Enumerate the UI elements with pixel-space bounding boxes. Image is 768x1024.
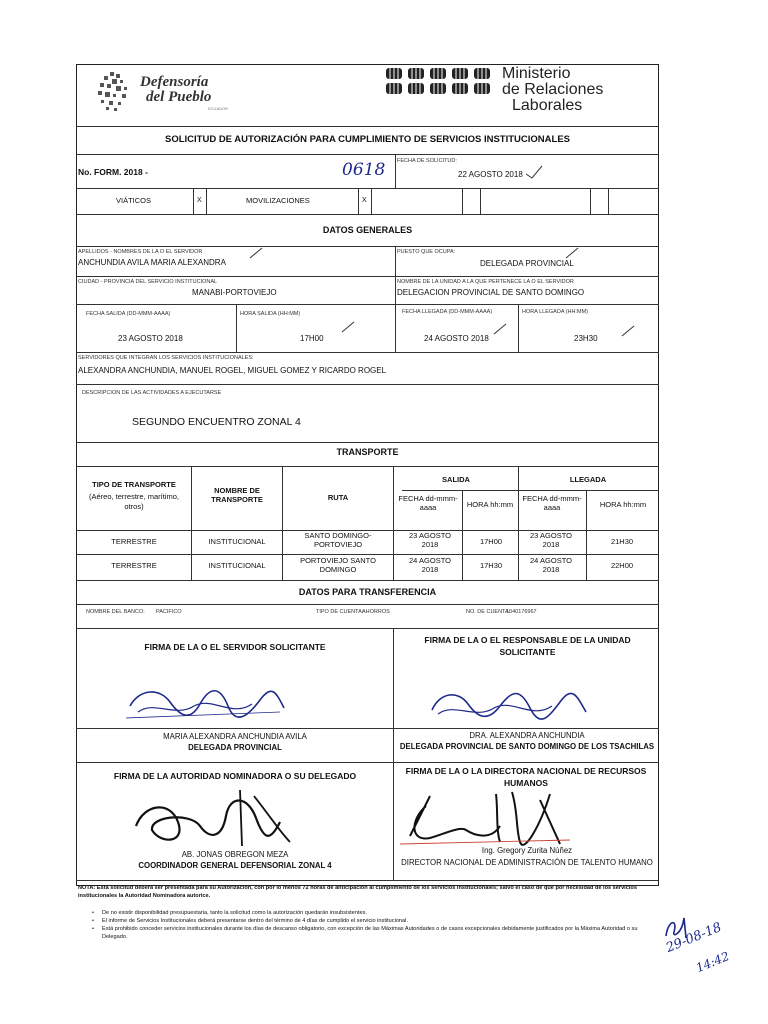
defensoria-name-line2: del Pueblo [146,89,212,105]
divider [371,188,372,214]
divider [76,126,659,127]
ministerio-name-line1: Ministerio [502,65,571,82]
applicant-signature-title: FIRMA DE LA O EL SERVIDOR SOLICITANTE [144,642,326,652]
bullet-text: El informe de Servicios Institucionales deberá presentarse dentro del término de 4 días de cumplido el servicio institucional. [102,918,408,924]
transport-row-dep-time: 17H30 [479,561,503,570]
transport-col-arr-date: FECHA dd-mmm-aaaa [522,494,582,512]
divider [76,604,659,605]
transport-col-dep-date: FECHA dd-mmm-aaaa [398,494,458,512]
transport-row-type: TERRESTRE [111,561,157,570]
received-date: 29-08-18 [664,920,724,956]
divider [518,304,519,352]
responsible-name: DRA. ALEXANDRA ANCHUNDIA [469,731,585,740]
divider [76,580,659,581]
account-type-label: TIPO DE CUENTA: [316,609,364,615]
transport-col-dep-time: HORA hh:mm [466,500,514,509]
position-label: PUESTO QUE OCUPA: [397,249,456,255]
hr-signature-title: FIRMA DE LA O LA DIRECTORA NACIONAL DE RECURSOS HUMANOS [405,766,647,788]
ministerio-name-line3: Laborales [512,97,583,114]
received-time: 14:42 [694,949,732,975]
general-section-title: DATOS GENERALES [322,225,413,235]
hr-name: Ing. Gregory Zurita Núñez [481,846,573,855]
bullet-text: Está prohibido conceder servicios institucionales durante los días de descanso obligatorio, con excepción de las Máximas Autoridades o de casos excepcionales debidamente justificados por la Máxima Autoridad o su Delegado. [102,926,638,940]
transport-col-arrival: LLEGADA [569,475,607,484]
unit-value: DELEGACION PROVINCIAL DE SANTO DOMINGO [397,288,585,297]
departure-time-value: 17H00 [300,334,324,343]
checkmark-icon [340,320,356,334]
city-label: CIUDAD - PROVINCIA DEL SERVICIO INSTITUCIONAL [78,279,218,285]
departure-date-label: FECHA SALIDA (DD-MMM-AAAA) [86,311,171,317]
divider [76,384,659,385]
bank-label: NOMBRE DEL BANCO: [86,609,145,615]
hr-signature [400,786,580,850]
hr-role: DIRECTOR NACIONAL DE ADMINISTRACIÓN DE TALENTO HUMANO [401,858,653,867]
transfer-section-title: DATOS PARA TRANSFERENCIA [298,587,437,597]
transport-row-arr-date: 23 AGOSTO 2018 [530,531,572,549]
divider [395,246,396,352]
nota-label: NOTA: [78,885,96,891]
nota-block [78,884,658,900]
applicant-role: DELEGADA PROVINCIAL [188,743,282,752]
checkmark-icon [492,322,508,336]
transport-row-route: SANTO DOMINGO-PORTOVIEJO [304,531,372,549]
divider [76,154,659,155]
divider [76,352,659,353]
form-number-label: No. FORM. 2018 - [78,167,148,177]
request-date-value: 22 AGOSTO 2018 [458,170,523,179]
divider [462,188,463,214]
checkmark-icon [248,246,264,260]
applicant-name: MARIA ALEXANDRA ANCHUNDIA AVILA [163,732,307,741]
bullet-icon: • [92,910,94,916]
list-item [92,925,652,941]
transport-row-route: PORTOVIEJO SANTO DOMINGO [300,556,376,574]
divider [236,304,237,352]
transport-col-type-sub: (Aéreo, terrestre, marítimo, otros) [88,492,180,511]
transport-row-arr-date: 24 AGOSTO 2018 [530,556,572,574]
authority-signature-title: FIRMA DE LA AUTORIDAD NOMINADORA O SU DELEGADO [113,771,357,781]
bullet-icon: • [92,926,94,932]
divider [76,214,659,215]
bullet-icon: • [92,918,94,924]
activities-label: DESCRIPCION DE LAS ACTIVIDADES A EJECUTARSE [82,390,222,396]
divider [608,188,609,214]
applicant-signature [120,682,290,730]
divider [76,554,659,555]
members-label: SERVIDORES QUE INTEGRAN LOS SERVICIOS INSTITUCIONALES: [78,355,254,361]
names-label: APELLIDOS - NOMBRES DE LA O EL SERVIDOR [78,249,203,255]
responsible-signature [422,682,592,730]
divider [76,276,659,277]
checkmark-icon [564,246,580,260]
account-number-value: 1040176967 [506,609,537,615]
movilizaciones-checkbox[interactable]: X [362,197,367,204]
divider [76,880,659,881]
transport-col-type: TIPO DE TRANSPORTE [92,480,176,489]
divider [76,466,659,467]
transport-row-arr-time: 22H00 [610,561,634,570]
bank-value: PACIFICO [156,609,182,615]
transport-section-title: TRANSPORTE [336,447,399,457]
divider [76,442,659,443]
divider [395,154,396,188]
transport-row-name: INSTITUCIONAL [208,537,266,546]
divider [76,628,659,629]
nota-bullets [92,909,652,941]
city-value: MANABI-PORTOVIEJO [192,288,277,297]
divider [462,490,463,580]
authority-role: COORDINADOR GENERAL DEFENSORIAL ZONAL 4 [138,861,332,870]
arrival-time-label: HORA LLEGADA (HH:MM) [522,309,589,315]
form-title: SOLICITUD DE AUTORIZACIÓN PARA CUMPLIMIENTO DE SERVICIOS INSTITUCIONALES [164,134,570,145]
checkmark-icon [620,324,636,338]
checkmark-icon [524,164,544,180]
transport-row-name: INSTITUCIONAL [208,561,266,570]
divider [76,188,659,189]
authority-name: AB. JONAS OBREGON MEZA [181,850,289,859]
transport-row-dep-time: 17H00 [479,537,503,546]
account-type-value: AHORROS [362,609,390,615]
transport-row-type: TERRESTRE [111,537,157,546]
transport-col-name: NOMBRE DE TRANSPORTE [211,486,263,504]
viaticos-label: VIÁTICOS [116,196,152,205]
nota-text: Esta solicitud deberá ser presentada para su Autorización, con por lo menos 72 horas de anticipación al cumplimiento de los servicios institucionales; salvo el caso de que por necesidad de los servicios institucionales la Autoridad Nominadora autorice. [78,885,637,899]
divider [586,490,587,580]
divider [282,466,283,580]
movilizaciones-label: MOVILIZACIONES [246,196,310,205]
divider [590,188,591,214]
divider [76,304,659,305]
divider [402,490,659,491]
departure-date-value: 23 AGOSTO 2018 [118,334,183,343]
bullet-text: De no existir disponibilidad presupuestaria, tanto la solicitud como la autorización quedarán insubsistentes. [102,910,367,916]
divider [206,188,207,214]
transport-col-arr-time: HORA hh:mm [599,500,647,509]
transport-col-route: RUTA [327,493,349,502]
viaticos-checkbox[interactable]: X [197,197,202,204]
ministerio-name-line2: de Relaciones [502,81,604,98]
form-number-value: 0618 [342,160,386,180]
transport-row-dep-date: 23 AGOSTO 2018 [409,531,451,549]
departure-time-label: HORA SALIDA (HH:MM) [240,311,301,317]
defensoria-name-line1: Defensoría [140,74,209,90]
divider [358,188,359,214]
responsible-signature-title: FIRMA DE LA O EL RESPONSABLE DE LA UNIDAD SOLICITANTE [424,635,631,657]
unit-label: NOMBRE DE LA UNIDAD A LA QUE PERTENECE LA O EL SERVIDOR [397,279,574,285]
names-value: ANCHUNDIA AVILA MARIA ALEXANDRA [78,258,226,267]
arrival-time-value: 23H30 [574,334,598,343]
position-value: DELEGADA PROVINCIAL [480,259,574,268]
transport-row-dep-date: 24 AGOSTO 2018 [409,556,451,574]
list-item [92,909,652,917]
defensoria-tagline: ECUADOR [208,106,229,111]
divider [480,188,481,214]
activities-value: SEGUNDO ENCUENTRO ZONAL 4 [132,416,301,428]
arrival-date-label: FECHA LLEGADA (DD-MMM-AAAA) [402,309,493,315]
transport-col-departure: SALIDA [442,475,470,484]
list-item [92,917,652,925]
request-date-label: FECHA DE SOLICITUD: [397,158,457,164]
members-value: ALEXANDRA ANCHUNDIA, MANUEL ROGEL, MIGUEL GOMEZ Y RICARDO ROGEL [78,366,387,375]
account-number-label: NO. DE CUENTA: [466,609,511,615]
authority-signature [130,786,300,850]
transport-row-arr-time: 21H30 [610,537,634,546]
responsible-role: DELEGADA PROVINCIAL DE SANTO DOMINGO DE LOS TSACHILAS [399,742,655,751]
divider [76,762,659,763]
divider [193,188,194,214]
divider [393,628,394,880]
arrival-date-value: 24 AGOSTO 2018 [424,334,489,343]
